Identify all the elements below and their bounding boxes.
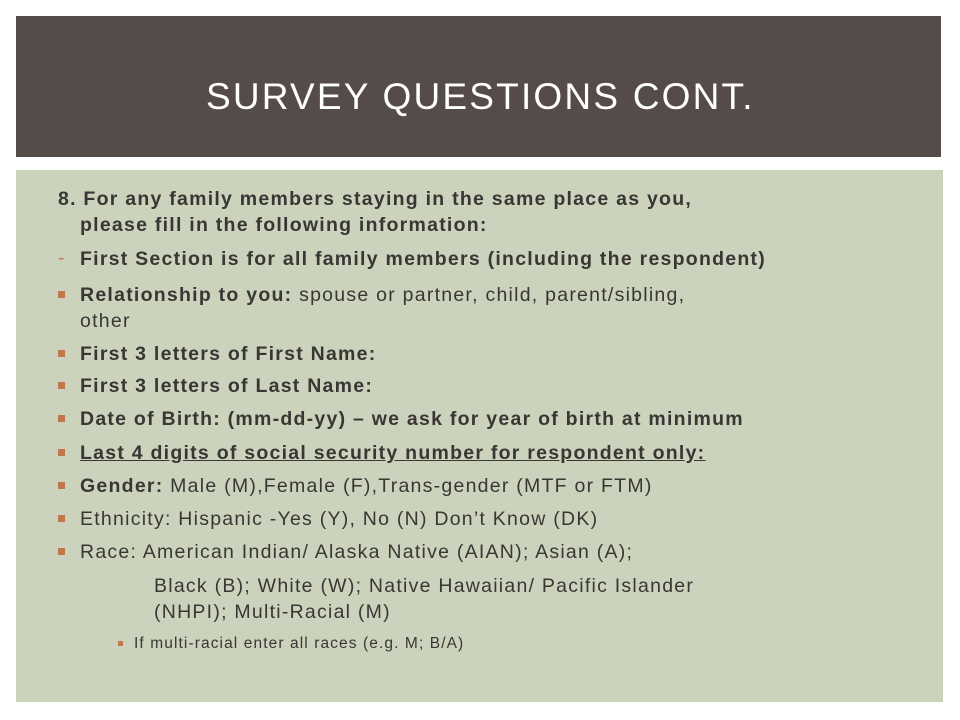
ssn-item: Last 4 digits of social security number for respondent only:	[80, 442, 706, 464]
bullet-square-icon	[58, 482, 65, 489]
sub-bullet-square-icon	[118, 641, 123, 646]
dash-marker: -	[58, 248, 65, 269]
relationship-options-line2: other	[80, 310, 131, 332]
multiracial-note: If multi-racial enter all races (e.g. M; B/A)	[134, 635, 465, 652]
relationship-options: spouse or partner, child, parent/sibling,	[292, 284, 686, 306]
relationship-label: Relationship to you:	[80, 284, 293, 306]
relationship-item	[80, 283, 685, 307]
slide-title: SURVEY QUESTIONS CONT.	[206, 75, 755, 117]
bullet-square-icon	[58, 515, 65, 522]
first-name-item: First 3 letters of First Name:	[80, 343, 377, 365]
gender-label: Gender:	[80, 475, 164, 497]
content-panel	[16, 170, 943, 702]
bullet-square-icon	[58, 415, 65, 422]
gender-options: Male (M),Female (F),Trans-gender (MTF or FTM)	[163, 475, 653, 497]
race-item-line2: Black (B); White (W); Native Hawaiian/ Pacific Islander	[154, 575, 695, 597]
question-text-line2: please fill in the following information:	[80, 214, 488, 236]
bullet-square-icon	[58, 291, 65, 298]
last-name-item: First 3 letters of Last Name:	[80, 375, 374, 397]
ethnicity-item: Ethnicity: Hispanic -Yes (Y), No (N) Don’t Know (DK)	[80, 508, 599, 530]
gender-item	[80, 474, 653, 498]
question-text-line1: 8. For any family members staying in the same place as you,	[58, 188, 693, 210]
race-item-line3: (NHPI); Multi-Racial (M)	[154, 601, 391, 623]
title-bar	[16, 16, 941, 157]
bullet-square-icon	[58, 350, 65, 357]
bullet-square-icon	[58, 449, 65, 456]
section-note: First Section is for all family members (including the respondent)	[80, 248, 767, 270]
bullet-square-icon	[58, 548, 65, 555]
race-item-line1: Race: American Indian/ Alaska Native (AIAN); Asian (A);	[80, 541, 634, 563]
dob-item: Date of Birth: (mm-dd-yy) – we ask for year of birth at minimum	[80, 408, 744, 430]
bullet-square-icon	[58, 382, 65, 389]
